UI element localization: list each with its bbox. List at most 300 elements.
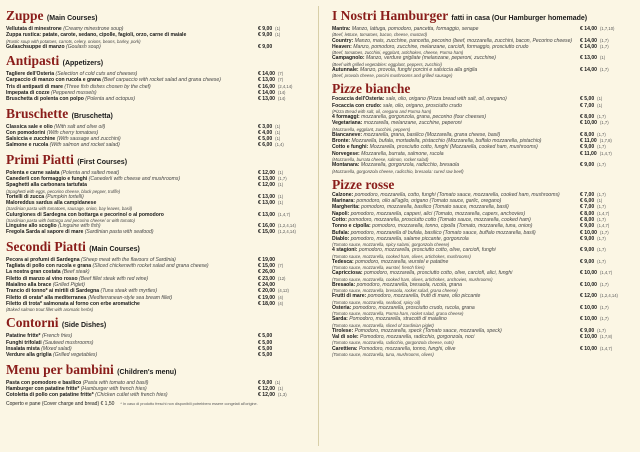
menu-item-name: Focaccia dell'Osteria: <box>332 96 385 103</box>
menu-item <box>6 301 306 307</box>
allergen-codes: (2,4,14) <box>278 83 293 89</box>
menu-item-name: Sarda: <box>332 316 348 323</box>
menu-item-details: mozzarella, melanzane, zucchine, peperoni <box>363 120 462 127</box>
section-subtitle: (Children's menu) <box>117 368 177 376</box>
menu-item-description: (Tomato sauce, mozzarella, spicy salami, gorgonzola cheese) <box>332 242 450 248</box>
menu-item-name: Biancaneve: <box>332 131 363 138</box>
allergen-codes: (1,7) <box>597 327 606 333</box>
menu-item-details: (With salmon and rocket salad) <box>49 142 120 149</box>
menu-item <box>332 162 634 168</box>
menu-item-price: € 10,00 (1,7,8) <box>580 334 613 341</box>
menu-item-details: (Peppered mussels) <box>51 89 97 96</box>
menu-item-description: (Tomato sauce, mozzarella, radicchio, gorgonzola cheese, nuts) <box>332 340 454 346</box>
menu-item-name: Linguine allo scoglio <box>6 223 57 230</box>
menu-item-price: € 12,00 (1,3) <box>258 392 287 399</box>
menu-item-description: (Tomato sauce, mozzarella, tuna, mushrooms, olives) <box>332 351 434 357</box>
menu-item-price: € 10,00 (1,7) <box>580 316 609 323</box>
menu-item-price: € 11,00 (1,4,7) <box>580 150 612 157</box>
allergen-codes: (1,4,7) <box>600 270 613 276</box>
menu-item-name: Tris di antipasti di mare <box>6 83 63 90</box>
menu-item-description: (Tomato sauce, mozzarella, seafood, spicy oil) <box>332 299 421 305</box>
menu-item-name: Pecora ai profumi di Sardegna <box>6 256 80 263</box>
allergen-codes: (1,7) <box>600 229 609 235</box>
menu-item-price: € 13,00 (1) <box>258 200 284 207</box>
menu-item-price: € 5,00 (1) <box>258 136 281 143</box>
menu-item-details: (Goulash soup) <box>66 43 101 50</box>
allergen-codes: (1,4,7) <box>597 210 610 216</box>
allergen-codes: (1,7) <box>600 304 609 310</box>
allergen-codes: (7) <box>278 71 284 77</box>
menu-item-name: Gulaschsuppe di manzo <box>6 43 65 50</box>
menu-item-details: pomodoro, mozzarella, prosciutto cotto (Tomato sauce, mozzarella, cooked ham) <box>348 216 531 223</box>
menu-item-price: € 14,00 (1,7) <box>580 37 609 44</box>
menu-item-details: (Beef steak) <box>62 269 90 276</box>
menu-item-price: € 15,00 (7) <box>258 263 284 270</box>
menu-item-name: 4 stagioni: <box>332 247 358 254</box>
menu-item-name: Bronte: <box>332 138 351 145</box>
menu-item-description: (Sardinian pasta with bottarga and pecorino cheese/ or with tomato) <box>6 217 135 223</box>
menu-item <box>332 334 634 340</box>
menu-item-details: (Creamy minestrone soup) <box>63 26 124 32</box>
menu-item-description: (Baked salmon trout fillet with aromatic herbs) <box>6 307 94 313</box>
allergen-codes: (1,7) <box>597 204 606 210</box>
menu-item-details: sale, olio, origano, prosciutto crudo <box>382 102 462 109</box>
menu-item-price: € 10,00 (1,7) <box>580 281 609 288</box>
menu-item <box>332 305 634 311</box>
section-title-bruschette: Bruschette (Bruschetta) <box>6 105 113 121</box>
allergen-codes: (1,7) <box>597 144 606 150</box>
menu-item-description: (Pizza Bread with salt, oil, oregano and Parma ham) <box>332 108 432 114</box>
menu-item <box>332 247 634 253</box>
section-title-zuppe: Zuppe (Main Courses) <box>6 8 98 23</box>
menu-item-price: € 9,00 (1) <box>258 32 281 39</box>
menu-item-price: € 14,00 (1,7) <box>580 66 609 73</box>
menu-item-name: Con pomodorini <box>6 129 46 136</box>
menu-item-price: € 5,00 <box>258 352 273 359</box>
menu-item-name: Focaccia con crudo: <box>332 102 382 109</box>
menu-item-name: Hamburger con patatine fritte* <box>6 385 80 392</box>
menu-item <box>332 151 634 157</box>
allergen-codes: (1) <box>275 379 281 385</box>
allergen-codes: (1,2,4,14) <box>278 223 296 229</box>
allergen-codes: (1) <box>278 169 284 175</box>
menu-item-price: € 8,00 (1,7) <box>580 114 606 121</box>
menu-item-name: Carpaccio di manzo con rucola e grana <box>6 77 101 84</box>
allergen-codes: (14) <box>278 89 286 95</box>
cover-charge-text: Coperto e pane (Cover charge and bread) € 1,50 <box>6 401 115 408</box>
menu-item-name: Culurgiones di Sardegna con bottarga e pecorino/ o al pomodoro <box>6 211 164 218</box>
menu-item-details: (Chicken cutlet with french fries) <box>95 392 168 399</box>
section-subtitle: fatti in casa (Our Hamburger homemade) <box>451 15 588 22</box>
menu-item-name: Cotto e funghi: <box>332 144 369 151</box>
menu-item-price: € 26,00 <box>258 269 275 276</box>
menu-item <box>332 67 634 73</box>
allergen-codes: (4) <box>278 300 284 306</box>
menu-item-description: (Tomato sauce, mozzarella, bresaola, rocket salad, grana cheese) <box>332 288 458 294</box>
menu-item-details: (Three fish dishes chosen by the chef) <box>64 83 151 90</box>
menu-item-price: € 13,00 (1) <box>580 55 606 62</box>
menu-item-details: Mozzarella, prosciutto cotto, funghi (Mozzarella, cooked ham, mushrooms) <box>369 144 538 151</box>
menu-item-name: Funghi trifolati <box>6 339 42 346</box>
allergen-codes: (14) <box>278 96 286 102</box>
menu-item-price: € 10,00 (1,7) <box>580 229 609 236</box>
menu-item <box>332 293 634 299</box>
menu-item-details: (With sausage and zucchini) <box>56 136 121 143</box>
menu-item-price: € 5,00 <box>258 339 273 346</box>
menu-item-price: € 8,00 (1,4,7) <box>580 210 610 217</box>
menu-item-name: Campagnolo: <box>332 55 365 62</box>
menu-item-name: La nostra gran costata <box>6 269 61 276</box>
menu-item-name: Cotto: <box>332 216 347 223</box>
menu-item-name: Tirolese: <box>332 327 354 334</box>
menu-item-price: € 5,00 <box>258 333 273 340</box>
allergen-codes: (1) <box>275 136 281 142</box>
menu-item-details: (Grilled Piglet) <box>52 281 85 288</box>
menu-item-details: (Canederli with cheese and mushrooms) <box>88 176 181 183</box>
menu-item-name: Montanara: <box>332 162 360 169</box>
menu-item-details: pomodoro, mozzarella di bufala, basilico (Tomato sauce, buffalo mozzarella, basil) <box>350 229 536 236</box>
menu-item-name: Vegetariana: <box>332 120 363 127</box>
menu-item-name: Filetto di orata* alla mediterranea <box>6 294 87 301</box>
allergen-codes: (1) <box>278 385 284 391</box>
menu-item-name: Norvegese: <box>332 150 360 157</box>
menu-item-details: sale, olio, origano (Pizza bread with salt, oil, oregano) <box>385 96 507 103</box>
section-subtitle: (Bruschetta) <box>71 112 113 120</box>
menu-item-price: € 14,00 (1,7,10) <box>580 26 615 32</box>
menu-item-details: pomodoro, mozzarella, tonno, cipolla (Tomato, mozzarella, tuna, onion) <box>372 223 533 230</box>
menu-item-price: € 7,00 (1,7) <box>580 204 606 211</box>
menu-item-details: Mozzarella, gorgonzola, radicchio, bresaola <box>360 162 460 169</box>
menu-item-name: Mantra: <box>332 26 351 32</box>
menu-item-price: € 13,00 (1,4,7) <box>258 211 291 218</box>
menu-item-price: € 12,00 (1,2,4,14) <box>580 293 618 300</box>
right-column <box>332 8 634 357</box>
menu-item-description: (Beef with grilled vegetables: eggplant, peppers, zucchini) <box>332 61 442 67</box>
allergen-codes: (1) <box>278 182 284 188</box>
menu-item-details: (Sauteed mushrooms) <box>43 339 94 346</box>
menu-item-name: Bufala: <box>332 229 350 236</box>
menu-item-price: € 18,00 (4) <box>258 300 284 307</box>
menu-item-details: Manzo, mais, zucchine, pancetta, pecorino (beef, mozzarella, zucchini, bacon, Pecorino cheese) <box>354 37 573 44</box>
menu-item <box>6 32 306 38</box>
menu-item-details: (Linguine with fish) <box>58 223 101 230</box>
left-column <box>6 8 306 407</box>
menu-item-description: (Sardinian pasta with tomatoes, sausage, onion, bay leaves, basil) <box>6 206 133 212</box>
menu-item-details: pomodoro, mozzarella, prosciutto crudo, rucola, grana <box>352 304 475 311</box>
menu-item-name: Bruschetta di polenta con polpo <box>6 96 84 103</box>
menu-item-price: € 6,00 (1,4) <box>258 142 284 149</box>
menu-item-name: Napoli: <box>332 210 350 217</box>
menu-item-name: Tedesca: <box>332 258 354 265</box>
menu-item-name: Country: <box>332 37 354 44</box>
allergen-codes: (1,7,10) <box>600 26 615 31</box>
allergen-codes: (1,7,8) <box>599 138 612 144</box>
section-title-contorni: Contorni (Side Dishes) <box>6 315 107 331</box>
menu-item-details: pomodoro, mozzarella, prosciutto cotto, olive, carciofi, alici, funghi <box>364 270 513 277</box>
menu-item <box>6 212 306 218</box>
menu-item-name: Tagliere dell'Osteria <box>6 71 55 78</box>
menu-item-details: (With cherry tomatoes) <box>46 129 99 136</box>
menu-item-name: Classica sale e olio <box>6 123 53 130</box>
allergen-codes: (4,12) <box>278 288 289 294</box>
menu-item-details: (Polenta and octopus) <box>85 96 136 103</box>
allergen-codes: (1) <box>597 198 603 204</box>
menu-item-price: € 15,00 (1,2,4,14) <box>258 229 296 236</box>
menu-item-price: € 9,00 (1,4,7) <box>580 223 610 230</box>
menu-item-details: Manzo, provola, funghi porcini e salsiccia alla griglia <box>360 66 478 73</box>
allergen-codes: (1,7) <box>597 162 606 168</box>
allergen-codes: (1) <box>597 96 603 102</box>
menu-item-price: € 9,00 (1,7) <box>580 247 606 254</box>
menu-item-name: Bresaola: <box>332 281 356 288</box>
menu-item-details: (Pumpkin tortelli) <box>45 193 84 200</box>
menu-item <box>6 44 306 50</box>
menu-item-description: (Mozzarella, burrata cheese, salmon, rocket salad) <box>332 157 429 163</box>
menu-item-price: € 12,00 (1) <box>258 169 284 176</box>
menu-item-price: € 5,00 <box>258 345 273 352</box>
menu-item-details: Mozzarella, bufala, mortadella, pistacchio (Mozzarella, buffalo mozzarella, pistachio) <box>351 138 542 145</box>
menu-item <box>6 96 306 102</box>
allergen-codes: (1,4,7) <box>278 211 291 217</box>
allergen-codes: (1,7) <box>597 258 606 264</box>
section-subtitle: (Appetizers) <box>62 60 104 68</box>
allergen-codes: (1) <box>275 32 281 38</box>
menu-item <box>6 182 306 188</box>
allergen-codes: (1) <box>278 200 284 206</box>
menu-item-description: (Mozzarella, eggplant, zucchini, peppers) <box>332 126 411 132</box>
menu-item <box>6 229 306 235</box>
menu-item-price: € 10,00 (1,7) <box>580 304 609 311</box>
section-title-antipasti: Antipasti (Appetizers) <box>6 53 104 69</box>
menu-item-price: € 20,00 (4,12) <box>258 288 289 295</box>
menu-item-price: € 9,00 (1,7) <box>580 258 606 265</box>
menu-item-details: Pomodoro, mozzarella, speck (Tomato sauce, mozzarella, speck) <box>354 327 502 334</box>
allergen-codes: (1,7) <box>600 37 609 43</box>
allergen-codes: (1,7) <box>600 281 609 287</box>
menu-item-name: Patatine fritte* <box>6 333 41 340</box>
section-title-menu-per-bambini: Menu per bambini (Children's menu) <box>6 361 177 377</box>
menu-item-price: € 13,00 (1,7) <box>258 176 287 183</box>
menu-item-price: € 23,00 (12) <box>258 275 286 282</box>
allergen-codes: (1,7) <box>597 216 606 222</box>
menu-item-details: Manzo, lattuga, pomodoro, pancetta, formaggio, senape <box>351 26 479 32</box>
allergen-codes: (1,7) <box>278 176 287 182</box>
menu-item-name: Heaven: <box>332 43 352 50</box>
menu-item-price: € 7,00 (1) <box>580 102 603 109</box>
allergen-codes: (1,7,8) <box>600 334 613 340</box>
menu-item-name: Marinara: <box>332 198 355 205</box>
menu-item-name: Calzone: <box>332 191 354 198</box>
menu-item <box>332 270 634 276</box>
menu-item-name: Polenta e carne salata <box>6 169 60 176</box>
menu-item-name: Maloreddus sardus alla campidanese <box>6 200 97 207</box>
menu-item-name: Val di sole: <box>332 334 359 341</box>
menu-item-description: (Mozzarella, gorgonzola cheese, radicchio, bresaola: cured raw beef) <box>332 168 464 174</box>
menu-item-name: Osteria: <box>332 304 352 311</box>
allergen-codes: (1,4,7) <box>599 150 612 156</box>
menu-item-description: (Spaghetti with eggs, pecorino cheese, black pepper, truffle) <box>6 188 121 194</box>
menu-item-price: € 19,00 (4) <box>258 294 284 301</box>
allergen-codes: (1,7) <box>597 131 606 137</box>
menu-item-price: € 9,00 <box>258 43 273 50</box>
allergen-codes: (1) <box>275 26 281 31</box>
menu-item-details: pomodoro, olio all'aglio, origano (Tomato sauce, garlic, oregano) <box>356 198 502 205</box>
menu-item-details: (Sliced chickenwith rocket salad and grana cheese) <box>92 263 209 270</box>
menu-item <box>332 120 634 126</box>
menu-item-price: € 9,00 (1,7) <box>580 327 606 334</box>
menu-item-name: Filetto di manzo al vino rosso <box>6 275 78 282</box>
allergen-codes: (1) <box>278 193 284 199</box>
allergen-codes: (7) <box>278 77 284 83</box>
menu-item-price: € 14,00 (1,7) <box>580 43 609 50</box>
menu-item-name: Spaghetti alla carbonara tartufata <box>6 182 87 189</box>
menu-item-price: € 8,00 (1,7) <box>580 216 606 223</box>
menu-item-details: pomodoro, mozzarella, basilico (Tomato sauce, mozzarella, basil) <box>361 204 509 211</box>
allergen-codes: (1,2,4,14) <box>600 293 618 299</box>
menu-item-details: Pomodoro, mozzarella, tonno, funghi, olive <box>358 345 456 352</box>
frozen-products-note: * In caso di prodotto freschi non disponibili potrebbero essere congelati all'origine. <box>120 402 258 407</box>
menu-item-details: (Selection of cold cuts and cheeses) <box>55 71 138 78</box>
menu-item-details: (Tuna steak with myrtles) <box>100 288 158 295</box>
menu-item-price: € 12,00 (1) <box>258 385 284 392</box>
menu-item <box>332 55 634 61</box>
menu-item-price: € 5,00 (1) <box>580 96 603 103</box>
menu-item-details: Mozzarella, burrata, salmone, rucola <box>361 150 444 157</box>
section-title-pizze-bianche: Pizze bianche <box>332 81 411 97</box>
menu-item-name: Carettiera: <box>332 345 358 352</box>
menu-item-price: € 9,00 (1) <box>258 26 281 32</box>
menu-item-description: (Beef, lettuce, tomatoes, bacon, cheese, mustard) <box>332 32 428 38</box>
menu-item <box>332 316 634 322</box>
menu-item-name: Diablo: <box>332 235 350 242</box>
menu-item-details: (Sheep meat with the flavours of Sardinia) <box>81 256 176 263</box>
menu-item-name: Fregola Sarda al sapore di mare <box>6 229 84 236</box>
menu-item-description: (Tomato sauce, mozzarella, sliced of Sardinian piglet) <box>332 322 434 328</box>
menu-item-details: mozzarella, grana, basilico (Mozzarella, grana cheese, basil) <box>363 131 501 138</box>
menu-item-description: (Tomato sauce, mozzarella, Parma ham, rocket salad, grana cheese) <box>332 311 464 317</box>
menu-item-name: Maialino alla brace <box>6 281 52 288</box>
menu-item-name: Impepata di cozze <box>6 89 50 96</box>
menu-item-price: € 9,00 (1,7) <box>580 162 606 169</box>
menu-item-price: € 10,00 (1,7) <box>580 120 609 127</box>
menu-item <box>6 200 306 206</box>
menu-item-details: (Polenta and salted meat) <box>60 169 120 176</box>
menu-item-details: Pomodoro, mozzarella, stracotti di maialino <box>349 316 447 323</box>
menu-item-name: Frutti di mare: <box>332 293 367 300</box>
menu-item-price: € 12,00 (1) <box>258 182 284 189</box>
allergen-codes: (1) <box>597 102 603 108</box>
menu-item-details: pomodoro, mozzarella, cotto, funghi (Tomato sauce, mozzarella, cooked ham, mushrooms) <box>354 191 560 198</box>
menu-item-price: € 8,00 (1,7) <box>580 131 606 138</box>
menu-item-name: Trancio di tonno* ai mirtili di Sardegna <box>6 288 100 295</box>
menu-item-description: (Tomato sauce, mozzarella, cooked ham, olives, artichokes, mushrooms) <box>332 253 471 259</box>
menu-item-name: Autunnale: <box>332 66 359 73</box>
menu-item-price: € 7,00 (1,7) <box>580 191 606 198</box>
menu-item-price: € 13,00 (1) <box>258 193 284 200</box>
menu-item-details: (Sardinian pasta with seafood) <box>84 229 154 236</box>
menu-item-details: pomodoro, mozzarella, capperi, alici (Tomato, mozzarella, capers, anchovies) <box>350 210 526 217</box>
allergen-codes: (1,7) <box>597 247 606 253</box>
allergen-codes: (7) <box>278 263 284 269</box>
menu-item-details: Manzo, pomodoro, zucchine, melanzane, carciofi, formaggio, prosciutto crudo <box>353 43 529 50</box>
menu-item-name: Verdure alla griglia <box>6 352 52 359</box>
menu-item-price: € 19,00 <box>258 256 275 263</box>
allergen-codes: (1,3) <box>278 392 287 398</box>
menu-item <box>332 282 634 288</box>
menu-item <box>332 236 634 242</box>
menu-item-price: € 14,00 (14) <box>258 89 286 96</box>
menu-item-name: Cotoletta di pollo con patatine fritte* <box>6 392 94 399</box>
section-subtitle: (Side Dishes) <box>61 322 107 330</box>
menu-item-name: Insalata mista <box>6 345 40 352</box>
allergen-codes: (1,7) <box>597 191 606 197</box>
menu-item-details: Manzo, verdure grigliate (melanzane, peperoni, zucchine) <box>365 55 496 62</box>
menu-item <box>6 352 306 358</box>
menu-item-price: € 14,00 (7) <box>258 71 284 78</box>
menu-item-price: € 3,00 (1) <box>258 123 281 130</box>
cover-charge-note <box>6 401 306 407</box>
menu-item-name: Vellutata di minestrone <box>6 26 62 32</box>
menu-item-details: (Mixed salad) <box>41 345 72 352</box>
menu-item-name: Filetto di trota* salmonata al forno con erbe aromatiche <box>6 300 140 307</box>
menu-item-description: (Tomato sauce, mozzarella, cooked ham, olives, artichokes, anchovies, mushrooms) <box>332 276 493 282</box>
allergen-codes: (1,7) <box>597 235 606 241</box>
section-subtitle: (First Courses) <box>77 158 128 166</box>
section-subtitle: (Main Courses) <box>46 15 98 22</box>
menu-item <box>332 346 634 352</box>
menu-item-details: pomodoro, mozzarella, bresaola, rucola, grana <box>356 281 462 288</box>
section-title-i-nostri-hamburger: I Nostri Hamburger fatti in casa (Our Hamburger homemade) <box>332 8 588 23</box>
menu-item-details: (With salt and olive oil) <box>54 123 106 130</box>
menu-item-price: € 11,00 (1,7,8) <box>580 138 612 145</box>
menu-item-name: Tonno e cipolla: <box>332 223 371 230</box>
menu-item-price: € 6,00 (1) <box>580 198 603 205</box>
menu-item-price: € 13,00 (14) <box>258 96 286 103</box>
menu-item-price: € 16,00 (1,2,4,14) <box>258 223 296 230</box>
menu-item-details: pomodoro, mozzarella, frutti di mare, olio piccante <box>367 293 481 300</box>
menu-item-details: pomodoro, mozzarella, salame piccante, gorgonzola <box>350 235 469 242</box>
menu-item-price: € 9,00 (1,7) <box>580 144 606 151</box>
menu-item-name: Margherita: <box>332 204 360 211</box>
menu-item-description: (Beef, tomatoes, zucchini, eggplant, artichokes, cheese, Parma ham) <box>332 50 464 56</box>
menu-item-details: mozzarella, gorgonzola, grana, pecorino (four cheeses) <box>361 114 487 121</box>
menu-item-details: pomodoro, mozzarella, wurstel e patatine <box>355 258 449 265</box>
menu-item-description: (Beef, provola cheese, porcini mushrooms and grilled sausage) <box>332 73 453 79</box>
allergen-codes: (1,7) <box>600 316 609 322</box>
allergen-codes: (1,7) <box>600 120 609 126</box>
menu-item-details: (Beef carpaccio with rocket salad and grana cheese) <box>102 77 221 84</box>
column-divider <box>318 6 319 446</box>
menu-item-price: € 10,00 (1,4,7) <box>580 270 613 277</box>
menu-item-details: pomodoro, mozzarella, prosciutto cotto, olive, carciofi, funghi <box>358 247 496 254</box>
menu-item-name: Tortelli di zucca <box>6 193 45 200</box>
allergen-codes: (1,2,4,14) <box>278 229 296 235</box>
menu-item-name: 4 formaggi: <box>332 114 360 121</box>
menu-item <box>6 142 306 148</box>
menu-item-name: Canederli con formaggio e funghi <box>6 176 88 183</box>
allergen-codes: (1,7) <box>600 66 609 72</box>
section-title-secondi-piatti: Secondi Piatti (Main Courses) <box>6 238 140 254</box>
menu-item-details: Pomodoro, mozzarella, radicchio, gorgonzola, noci <box>360 334 475 341</box>
allergen-codes: (1) <box>600 55 606 61</box>
menu-item-details: (Pasta with tomato and basil) <box>82 379 149 386</box>
menu-item-name: Pasta con pomodoro e basilico <box>6 379 82 386</box>
menu-item-price: € 9,00 (1,7) <box>580 235 606 242</box>
menu-item-name: Capricciosa: <box>332 270 363 277</box>
menu-item-price: € 4,00 (1) <box>258 129 281 136</box>
menu-item-details: (Hamburger with french fries) <box>80 385 147 392</box>
menu-item-name: Tagliata di pollo con rucola e grana <box>6 263 92 270</box>
